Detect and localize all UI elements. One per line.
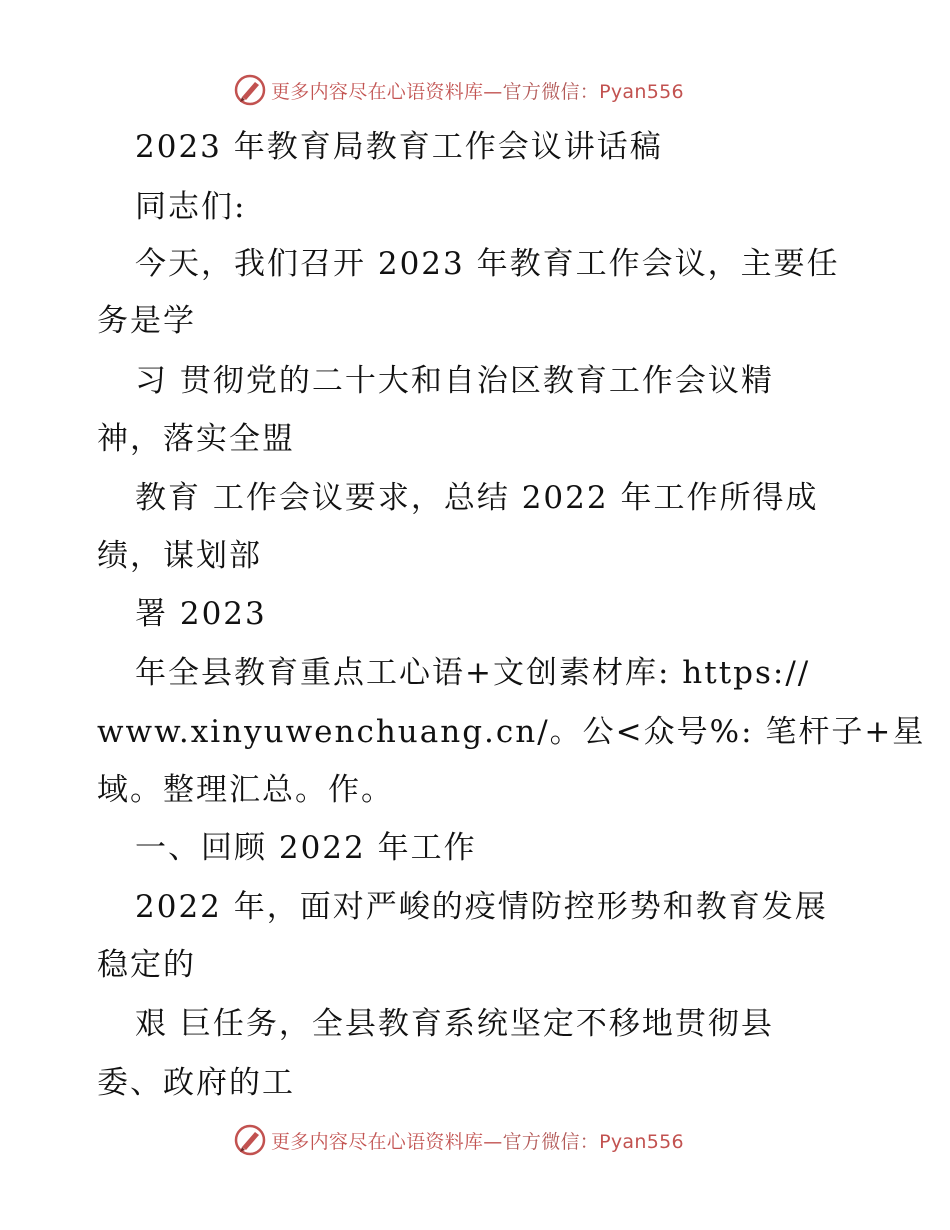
text-line: 今天，我们召开 2023 年教育工作会议，主要任 — [135, 246, 840, 282]
banner-main-text: 更多内容尽在心语资料库— — [271, 1130, 503, 1153]
banner-wechat-label: 官方微信： — [502, 80, 600, 103]
footer-banner — [0, 1120, 950, 1160]
text-line: 绩，谋划部 — [97, 538, 262, 574]
document-title: 2023 年教育局教育工作会议讲话稿 — [135, 129, 663, 165]
section-heading: 一、回顾 2022 年工作 — [135, 830, 477, 866]
banner-wechat-id: Pyan556 — [599, 80, 684, 103]
banner-content — [233, 1120, 684, 1160]
banner-main-text: 更多内容尽在心语资料库— — [271, 80, 503, 103]
text-line: 同志们: — [135, 189, 247, 225]
text-line: 务是学 — [97, 303, 196, 339]
text-line: 域。整理汇总。作。 — [97, 772, 394, 808]
pen-logo-icon — [233, 73, 267, 107]
text-line: 教育 工作会议要求，总结 2022 年工作所得成 — [135, 480, 819, 516]
text-line: www.xinyuwenchuang.cn/。公<众号%: 笔杆子+星 — [97, 714, 926, 750]
text-line: 习 贯彻党的二十大和自治区教育工作会议精 — [135, 363, 774, 399]
pen-logo-icon — [233, 1123, 267, 1157]
banner-text — [271, 77, 684, 104]
text-line: 稳定的 — [97, 947, 196, 983]
text-line: 2022 年，面对严峻的疫情防控形势和教育发展 — [135, 889, 828, 925]
text-line: 艰 巨任务，全县教育系统坚定不移地贯彻县 — [135, 1006, 774, 1042]
header-banner — [0, 70, 950, 110]
banner-wechat-id: Pyan556 — [599, 1130, 684, 1153]
banner-text — [271, 1127, 684, 1154]
text-line: 署 2023 — [135, 596, 267, 632]
text-line: 年全县教育重点工心语+文创素材库: https:// — [135, 655, 811, 691]
banner-content — [233, 70, 684, 110]
banner-wechat-label: 官方微信： — [502, 1130, 600, 1153]
text-line: 委、政府的工 — [97, 1065, 295, 1101]
text-line: 神，落实全盟 — [97, 421, 295, 457]
